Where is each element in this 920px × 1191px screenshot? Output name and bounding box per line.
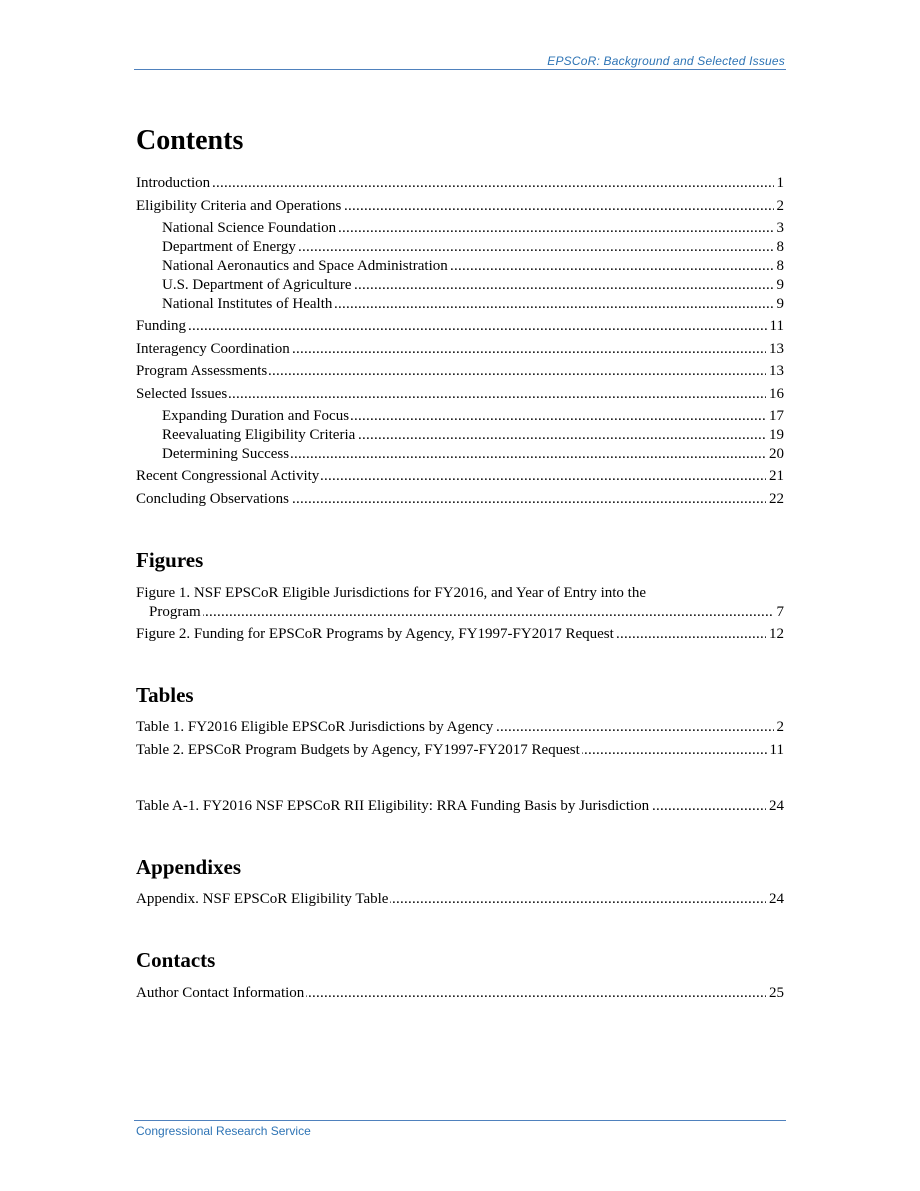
contents-heading: Contents	[136, 125, 244, 156]
toc-entry-concluding-observations[interactable]: . . . Concluding Observations 22	[136, 490, 784, 509]
toc-entry-figure-1[interactable]: . . . Program 7	[149, 603, 784, 622]
toc-entry-selected-issues[interactable]: . . . Selected Issues 16	[136, 385, 784, 404]
page-footer	[134, 1120, 786, 1138]
toc-entry-appendix[interactable]: . . . Appendix. NSF EPSCoR Eligibility Table 24	[136, 890, 784, 909]
toc-entry-determining-success[interactable]: . . . Determining Success 20	[162, 445, 784, 464]
toc-entry-table-a1[interactable]: . . . Table A-1. FY2016 NSF EPSCoR RII Eligibility: RRA Funding Basis by Jurisdiction 24	[136, 797, 784, 816]
figures-heading: Figures	[136, 548, 204, 572]
toc-entry-usda[interactable]: . . . U.S. Department of Agriculture 9	[162, 276, 784, 295]
toc-entry-program-assessments[interactable]: . . . Program Assessments 13	[136, 362, 784, 381]
toc-entry-expanding-duration[interactable]: . . . Expanding Duration and Focus 17	[162, 407, 784, 426]
figure-1-title-line[interactable]: Figure 1. NSF EPSCoR Eligible Jurisdictions for FY2016, and Year of Entry into the	[136, 585, 646, 601]
toc-entry-doe[interactable]: . . . Department of Energy 8	[162, 238, 784, 257]
toc-entry-figure-2[interactable]: . . . Figure 2. Funding for EPSCoR Programs by Agency, FY1997-FY2017 Request 12	[136, 625, 784, 644]
toc-entry-eligibility-criteria[interactable]: . . . Eligibility Criteria and Operations 2	[136, 197, 784, 216]
toc-entry-congressional-activity[interactable]: . . . Recent Congressional Activity 21	[136, 467, 784, 486]
contacts-heading: Contacts	[136, 948, 216, 972]
appendixes-heading: Appendixes	[136, 855, 242, 879]
toc-entry-nih[interactable]: . . . National Institutes of Health 9	[162, 295, 784, 314]
toc-entry-author-contact[interactable]: . . . Author Contact Information 25	[136, 984, 784, 1003]
toc-entry-nsf[interactable]: . . . National Science Foundation 3	[162, 219, 784, 238]
toc-entry-funding[interactable]: . . . Funding 11	[136, 317, 784, 336]
footer-org-name: Congressional Research Service	[136, 1124, 311, 1138]
toc-entry-introduction[interactable]: . . . Introduction 1	[136, 174, 784, 193]
toc-entry-table-2[interactable]: . . . Table 2. EPSCoR Program Budgets by Agency, FY1997-FY2017 Request 11	[136, 741, 784, 760]
toc-entry-nasa[interactable]: . . . National Aeronautics and Space Administration 8	[162, 257, 784, 276]
page-header	[134, 52, 786, 70]
toc-entry-reevaluating-eligibility[interactable]: . . . Reevaluating Eligibility Criteria 19	[162, 426, 784, 445]
toc-entry-interagency-coordination[interactable]: . . . Interagency Coordination 13	[136, 340, 784, 359]
toc-entry-table-1[interactable]: . . . Table 1. FY2016 Eligible EPSCoR Jurisdictions by Agency 2	[136, 718, 784, 737]
tables-heading: Tables	[136, 683, 194, 707]
running-header-title: EPSCoR: Background and Selected Issues	[547, 54, 785, 68]
